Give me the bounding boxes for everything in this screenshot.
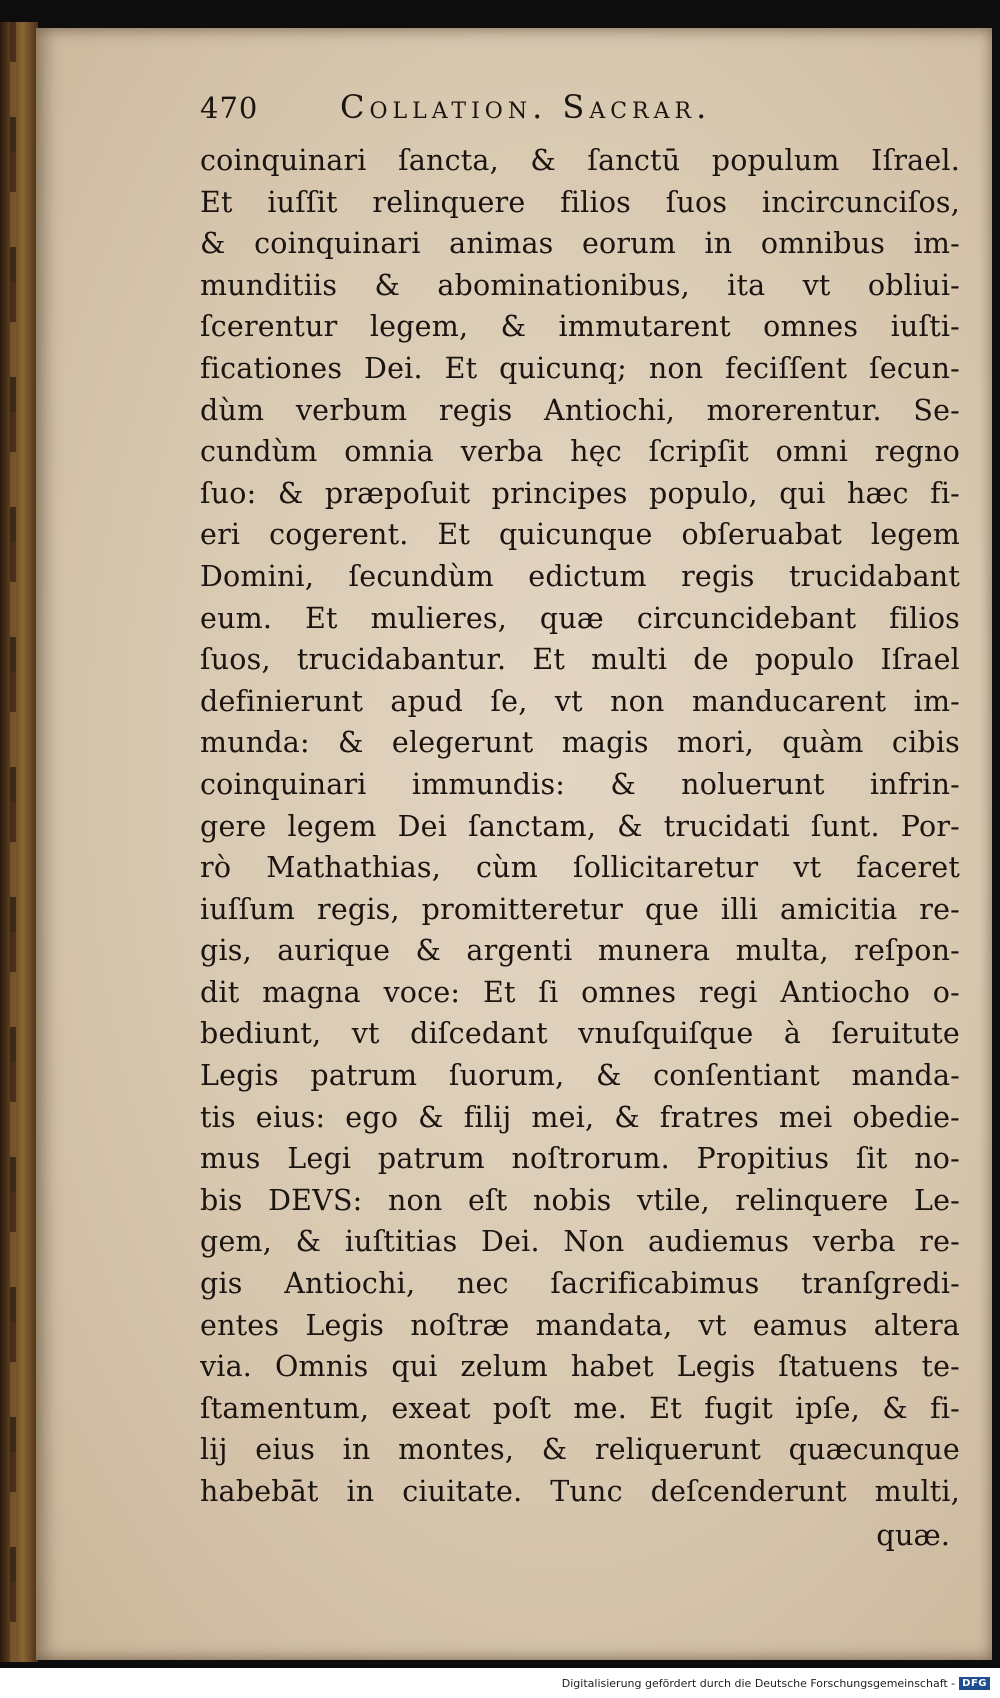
- text-line: entes Legis noſtræ mandata, vt eamus altera: [200, 1308, 960, 1342]
- text-line: Legis patrum ſuorum, & conſentiant manda-: [200, 1059, 960, 1093]
- text-line: rò Mathathias, cùm ſollicitaretur vt faceret: [200, 851, 960, 885]
- text-line: ficationes Dei. Et quicunq; non feciſſent ſecun-: [200, 351, 960, 385]
- text-line: dit magna voce: Et ſi omnes regi Antiocho o-: [200, 975, 960, 1009]
- text-line: tis eius: ego & filij mei, & fratres mei obedie-: [200, 1100, 960, 1134]
- text-line: coinquinari ſancta, & ſanctū populum Iſrael.: [200, 144, 960, 177]
- text-line: gere legem Dei ſanctam, & trucidati ſunt. Por-: [200, 809, 960, 843]
- text-line: munditiis & abominationibus, ita vt obliui-: [200, 268, 960, 302]
- text-line: Domini, ſecundùm edictum regis trucidabant: [200, 559, 960, 593]
- text-line: coinquinari immundis: & noluerunt infrin-: [200, 767, 960, 801]
- text-line: ſcerentur legem, & immutarent omnes iuſti-: [200, 310, 960, 344]
- book-page: [36, 28, 992, 1660]
- text-line: iuſſum regis, promitteretur que illi amicitia re-: [200, 892, 960, 926]
- page-header: [200, 88, 960, 140]
- text-line: lij eius in montes, & reliquerunt quæcunque: [200, 1433, 960, 1467]
- catchword: quæ.: [876, 1517, 950, 1552]
- running-head: Collation. Sacrar.: [340, 88, 712, 126]
- text-line: gis, aurique & argenti munera multa, reſpon-: [200, 934, 960, 968]
- footer-credit: Digitalisierung gefördert durch die Deutsche Forschungsgemeinschaft -: [561, 1676, 956, 1690]
- text-line: via. Omnis qui zelum habet Legis ſtatuens te-: [200, 1350, 960, 1384]
- text-line: dùm verbum regis Antiochi, morerentur. Se-: [200, 393, 960, 427]
- text-line: bediunt, vt diſcedant vnuſquiſque à ſeruitute: [200, 1017, 960, 1051]
- text-line: gis Antiochi, nec ſacrificabimus tranſgredi-: [200, 1267, 960, 1301]
- text-line: cundùm omnia verba hęc ſcripſit omni regno: [200, 435, 960, 469]
- text-line: eum. Et mulieres, quæ circuncidebant filios: [200, 601, 960, 635]
- text-line: ſuo: & præpoſuit principes populo, qui hæc fi-: [200, 476, 960, 510]
- text-line: mus Legi patrum noſtrorum. Propitius ſit no-: [200, 1142, 960, 1176]
- text-line: ſtamentum, exeat poſt me. Et fugit ipſe, & fi-: [200, 1391, 960, 1425]
- body-text: [200, 140, 960, 1513]
- digitization-footer: [0, 1668, 1000, 1698]
- page-number: 470: [200, 91, 259, 125]
- dfg-logo-icon: DFG: [959, 1677, 990, 1690]
- text-line: gem, & iuſtitias Dei. Non audiemus verba re-: [200, 1225, 960, 1259]
- text-line: ſuos, trucidabantur. Et multi de populo Iſrael: [200, 643, 960, 677]
- text-line: eri cogerent. Et quicunque obſeruabat legem: [200, 518, 960, 552]
- page-content: [200, 88, 960, 1557]
- text-line: munda: & elegerunt magis mori, quàm cibis: [200, 726, 960, 760]
- text-line: Et iuſſit relinquere filios ſuos incircunciſos,: [200, 185, 960, 219]
- text-line: bis DEVS: non eſt nobis vtile, relinquere Le-: [200, 1183, 960, 1217]
- text-line: habebāt in ciuitate. Tunc deſcenderunt multi,: [200, 1475, 960, 1508]
- book-spine-edge: [0, 22, 38, 1662]
- text-line: & coinquinari animas eorum in omnibus im-: [200, 227, 960, 261]
- text-line: definierunt apud ſe, vt non manducarent im-: [200, 684, 960, 718]
